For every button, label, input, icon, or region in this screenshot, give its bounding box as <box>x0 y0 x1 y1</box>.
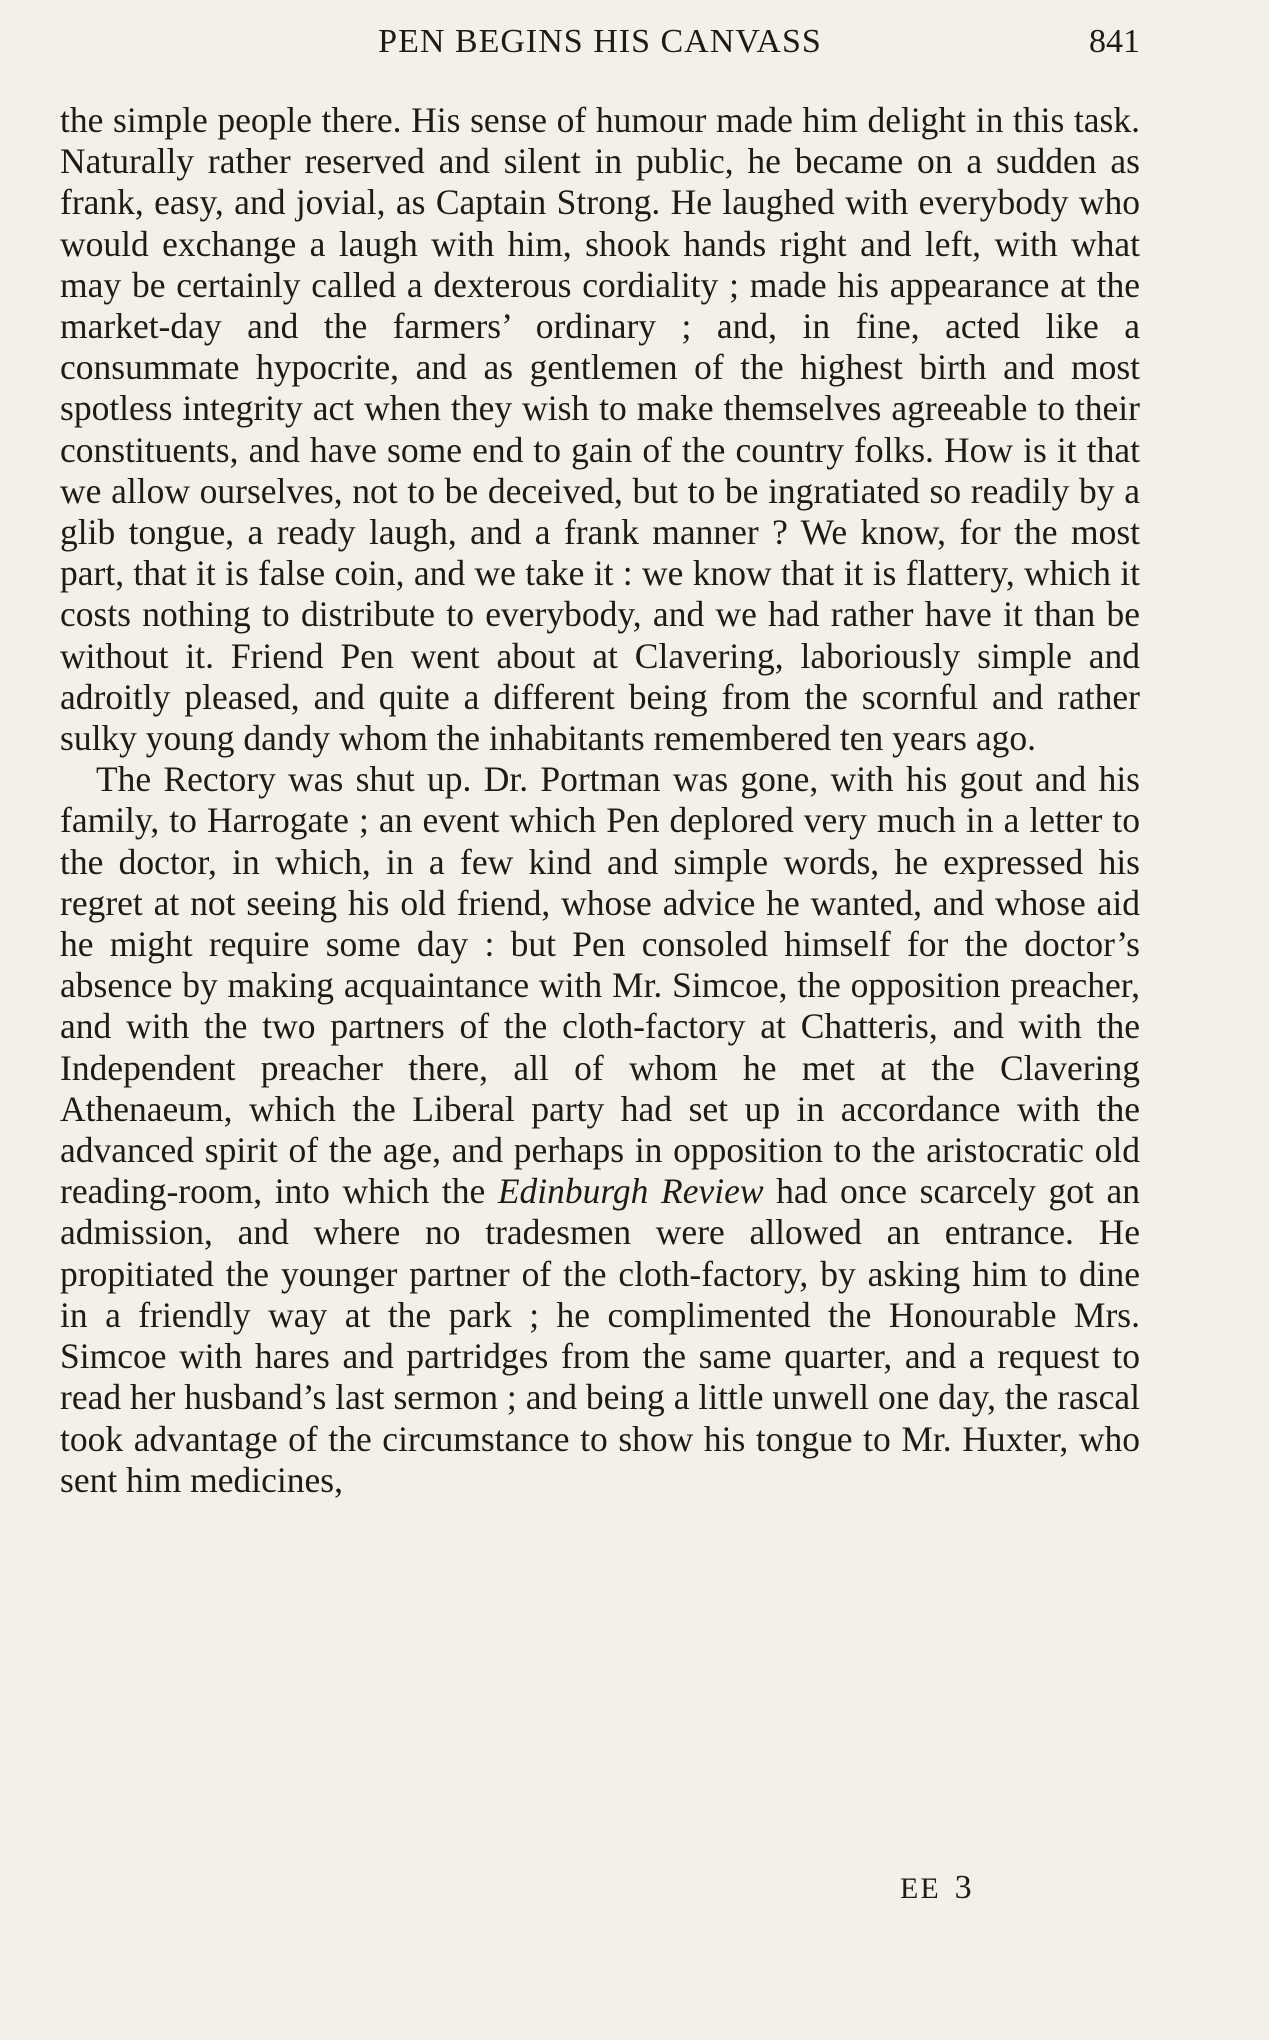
paragraph-2-text-end: had once scarcely got an admission, and where no tradesmen were allowed an entrance. He propitiated the younger partner of the cloth-factory, by asking him to dine in a friendly way at the park ; he complimented the Honourable Mrs. Simcoe with hares and partridges from the same quarter, and a request to read her husband’s last sermon ; and being a little unwell one day, the rascal took advantage of the circumstance to show his tongue to Mr. Huxter, who sent him medicines, <box>60 1171 1140 1500</box>
signature-mark <box>900 1868 972 1909</box>
running-title: PEN BEGINS HIS CANVASS <box>378 23 822 60</box>
running-head <box>60 20 1140 64</box>
paragraph-2 <box>60 759 1140 1501</box>
signature-letters: EE <box>900 1872 941 1905</box>
paragraph-2-text-start: The Rectory was shut up. Dr. Portman was gone, with his gout and his family, to Harrogate ; an event which Pen deplored very much in a letter to the doctor, in which, in a few kind and simple words, he expressed his regret at not seeing his old friend, whose advice he wanted, and whose aid he might require some day : but Pen consoled himself for the doctor’s absence by making acquaintance with Mr. Simcoe, the opposition preacher, and with the two partners of the cloth-factory at Chatteris, and with the Independent preacher there, all of whom he met at the Clavering Athenaeum, which the Liberal party had set up in accordance with the advanced spirit of the age, and perhaps in opposition to the aristocratic old reading-room, into which the <box>60 759 1140 1212</box>
body-text <box>60 100 1140 1501</box>
book-page <box>60 0 1140 2040</box>
signature-number: 3 <box>954 1869 972 1906</box>
paragraph-1: the simple people there. His sense of humour made him delight in this task. Naturally rather reserved and silent in public, he became on a sudden as frank, easy, and jovial, as Captain Strong. He laughed with everybody who would exchange a laugh with him, shook hands right and left, with what may be certainly called a dexterous cordiality ; made his appearance at the market-day and the farmers’ ordinary ; and, in fine, acted like a consummate hypocrite, and as gentlemen of the highest birth and most spotless integrity act when they wish to make themselves agreeable to their constituents, and have some end to gain of the country folks. How is it that we allow ourselves, not to be deceived, but to be ingratiated so readily by a glib tongue, a ready laugh, and a frank manner ? We know, for the most part, that it is false coin, and we take it : we know that it is flattery, which it costs nothing to distribute to everybody, and we had rather have it than be without it. Friend Pen went about at Clavering, laboriously simple and adroitly pleased, and quite a different being from the scornful and rather sulky young dandy whom the inhabitants remembered ten years ago. <box>60 100 1140 759</box>
page-number: 841 <box>1089 23 1140 60</box>
periodical-title: Edinburgh Review <box>497 1171 764 1212</box>
